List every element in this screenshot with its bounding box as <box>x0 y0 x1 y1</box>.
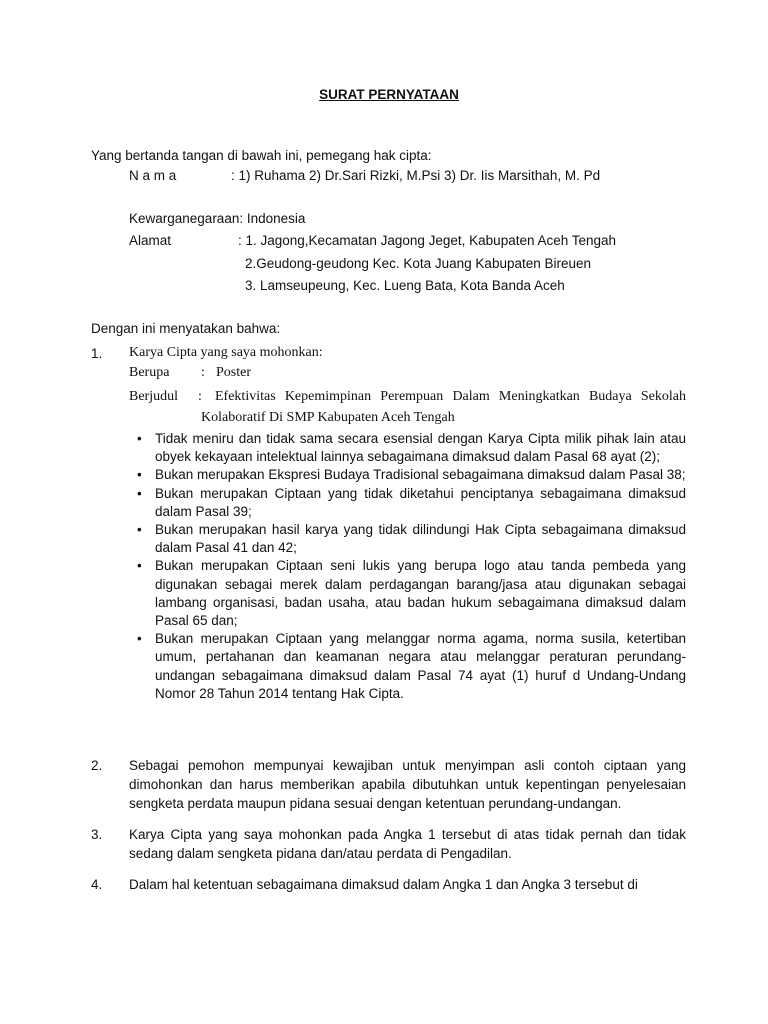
list-item: • Bukan merupakan Ekspresi Budaya Tradisional sebagaimana dimaksud dalam Pasal 38; <box>129 466 686 484</box>
list-item: • Bukan merupakan Ciptaan yang melanggar norma agama, norma susila, ketertiban umum, pertahanan dan keamanan negara atau melanggar peraturan perundang-undangan sebagaimana dimaksud dalam Pasal 74 ayat (1) huruf d Undang-Undang Nomor 28 Tahun 2014 tentang Hak Cipta. <box>129 630 686 703</box>
alamat-line-2: 2.Geudong-geudong Kec. Kota Juang Kabupaten Bireuen <box>245 256 592 271</box>
item-1-heading: Karya Cipta yang saya mohonkan: <box>129 345 323 360</box>
alamat-label: Alamat <box>129 233 172 248</box>
nama-label: N a m a <box>129 168 177 183</box>
item-1-number: 1. <box>91 346 103 361</box>
item-3-text: Karya Cipta yang saya mohonkan pada Angka 1 tersebut di atas tidak pernah dan tidak sedang dalam sengketa pidana dan/atau perdata di Pengadilan. <box>129 827 686 861</box>
list-item: • Tidak meniru dan tidak sama secara esensial dengan Karya Cipta milik pihak lain atau obyek kekayaan intelektual lainnya sebagaimana dimaksud dalam Pasal 68 ayat (2); <box>129 430 686 466</box>
item-2-number: 2. <box>91 758 103 773</box>
berjudul-text: Efektivitas Kepemimpinan Perempuan Dalam Meningkatkan Budaya Sekolah Kolaboratif Di SMP Kabupaten Aceh Tengah <box>201 389 686 425</box>
list-item: • Bukan merupakan Ciptaan seni lukis yang berupa logo atau tanda pembeda yang digunakan sebagai merek dalam perdagangan barang/jasa atau digunakan sebagai lambang organisasi, badan usaha, atau badan hukum sebagaimana dimaksud dalam Pasal 65 dan; <box>129 557 686 630</box>
berjudul-value <box>201 386 686 428</box>
berupa-value: Poster <box>216 365 251 380</box>
nama-value: : 1) Ruhama 2) Dr.Sari Rizki, M.Psi 3) Dr. Iis Marsithah, M. Pd <box>231 168 601 183</box>
list-item: • Bukan merupakan hasil karya yang tidak dilindungi Hak Cipta sebagaimana dimaksud dalam Pasal 41 dan 42; <box>129 521 686 557</box>
item-2-text: Sebagai pemohon mempunyai kewajiban untuk menyimpan asli contoh ciptaan yang dimohonkan dan harus memberikan apabila dibutuhkan untuk kepentingan penyelesaian sengketa perdata maupun pidana sesuai dengan ketentuan perundang-undangan. <box>129 758 686 811</box>
document-title: SURAT PERNYATAAN <box>319 87 459 102</box>
berjudul-label: Berjudul <box>129 389 178 404</box>
statement-intro: Dengan ini menyatakan bahwa: <box>91 321 281 336</box>
berupa-colon: : <box>201 365 205 380</box>
list-item: • Bukan merupakan Ciptaan yang tidak diketahui penciptanya sebagaimana dimaksud dalam Pasal 39; <box>129 485 686 521</box>
kewarganegaraan-text: Kewarganegaraan: Indonesia <box>129 211 306 226</box>
alamat-line-3: 3. Lamseupeung, Kec. Lueng Bata, Kota Banda Aceh <box>245 278 565 293</box>
item-1-bullet-list <box>129 430 686 703</box>
item-4-text: Dalam hal ketentuan sebagaimana dimaksud dalam Angka 1 dan Angka 3 tersebut di <box>129 877 638 892</box>
intro-text: Yang bertanda tangan di bawah ini, pemegang hak cipta: <box>91 148 432 163</box>
alamat-line-1: : 1. Jagong,Kecamatan Jagong Jeget, Kabupaten Aceh Tengah <box>238 233 617 248</box>
berjudul-colon: : <box>198 389 202 404</box>
item-4-number: 4. <box>91 877 103 892</box>
item-3-number: 3. <box>91 827 103 842</box>
berupa-label: Berupa <box>129 365 170 380</box>
